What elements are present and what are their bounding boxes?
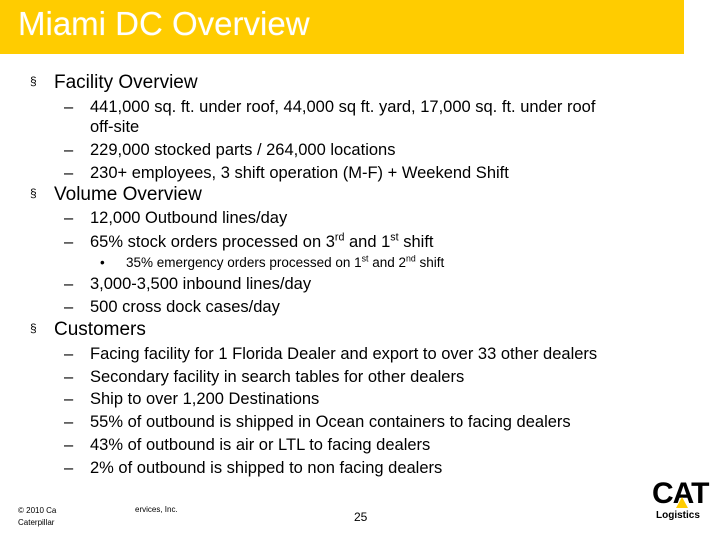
list-item-text: 500 cross dock cases/day [90,298,280,316]
sub-list-item-text: 35% emergency orders processed on 1st and 2nd shift [126,253,445,270]
copyright-line: © 2010 Ca [18,506,57,515]
title-bar [0,0,684,54]
slide-title: Miami DC Overview [18,5,310,42]
dot-bullet: • [100,255,105,270]
section-heading-label: Customers [54,319,146,340]
list-item-text: 12,000 Outbound lines/day [90,209,288,227]
dash-bullet: – [64,98,74,116]
dash-bullet: – [64,141,74,159]
list-item-text: Facing facility for 1 Florida Dealer and export to over 33 other dealers [90,345,598,363]
square-bullet-icon: § [30,74,37,88]
dash-bullet: – [64,368,74,386]
list-item-text: off-site [90,118,140,136]
dash-bullet: – [64,298,74,316]
list-item-text: 55% of outbound is shipped in Ocean containers to facing dealers [90,413,571,431]
dash-bullet: – [64,413,74,431]
dash-bullet: – [64,390,74,408]
dash-bullet: – [64,164,74,182]
copyright-notice [18,505,60,529]
list-item-text: 65% stock orders processed on 3rd and 1st shift [90,231,434,251]
square-bullet-icon: § [30,186,37,200]
square-bullet-icon: § [30,321,37,335]
copyright-services: ervices, Inc. [135,505,178,514]
list-item-text: 229,000 stocked parts / 264,000 locations [90,141,396,159]
section-heading-label: Volume Overview [54,184,202,205]
list-item-text: 441,000 sq. ft. under roof, 44,000 sq ft. yard, 17,000 sq. ft. under roof [90,98,596,116]
dash-bullet: – [64,233,74,251]
cat-triangle-icon [676,497,688,508]
page-number: 25 [354,510,368,524]
logistics-logo-text: Logistics [656,510,700,521]
list-item-text: Secondary facility in search tables for other dealers [90,368,465,386]
cat-logistics-logo [652,478,708,524]
copyright-line: Caterpillar [18,518,55,527]
list-item-text: 43% of outbound is air or LTL to facing dealers [90,436,431,454]
dash-bullet: – [64,345,74,363]
dash-bullet: – [64,459,74,477]
list-item-text: Ship to over 1,200 Destinations [90,390,320,408]
dash-bullet: – [64,209,74,227]
cat-logo-text: CAT [652,477,709,510]
dash-bullet: – [64,436,74,454]
list-item-text: 3,000-3,500 inbound lines/day [90,275,312,293]
list-item-text: 2% of outbound is shipped to non facing dealers [90,459,443,477]
section-heading-label: Facility Overview [54,72,198,93]
list-item-text: 230+ employees, 3 shift operation (M-F) + Weekend Shift [90,164,509,182]
dash-bullet: – [64,275,74,293]
